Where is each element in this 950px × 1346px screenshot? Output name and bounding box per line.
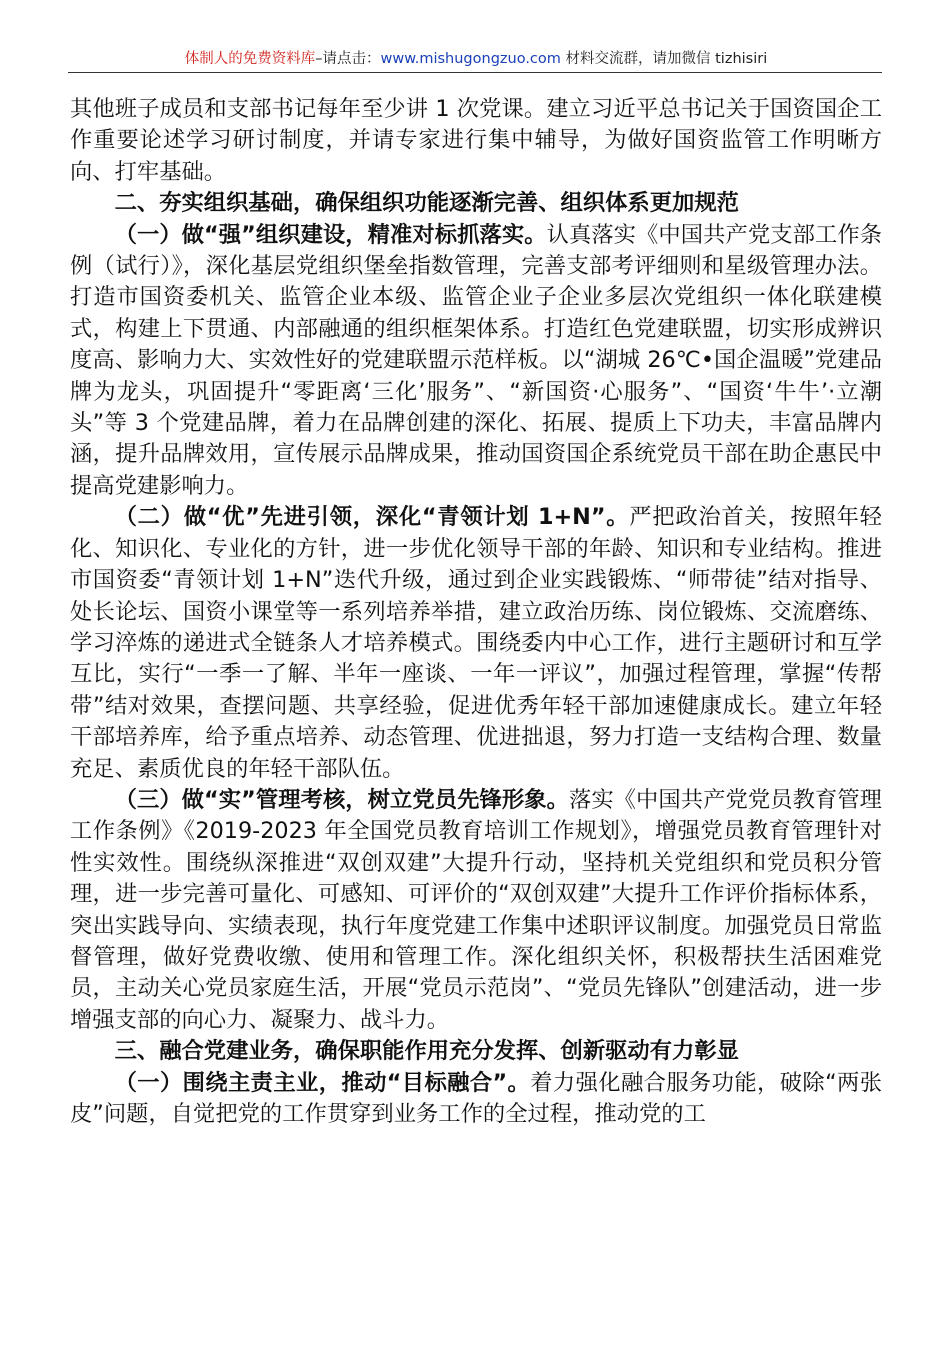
paragraph-2-2 xyxy=(70,502,882,785)
paragraph-2-2-text: 严把政治首关，按照年轻化、知识化、专业化的方针，进一步优化领导干部的年龄、知识和专业结构。推进市国资委“青领计划 1+N”迭代升级，通过到企业实践锻炼、“师带徒”结对指导、处长论坛、国资小课堂等一系列培养举措，建立政治历练、岗位锻炼、交流磨练、学习淬炼的递进式全链条人才培养模式。围绕委内中心工作，进行主题研讨和互学互比，实行“一季一了解、半年一座谈、一年一评议”，加强过程管理，掌握“传帮带”结对效果，查摆问题、共享经验，促进优秀年轻干部加速健康成长。建立年轻干部培养库，给予重点培养、动态管理、优进拙退，努力打造一支结构合理、数量充足、素质优良的年轻干部队伍。 xyxy=(70,504,882,782)
site-name: 体制人的免费资料库 xyxy=(184,51,316,67)
paragraph-2-1 xyxy=(70,220,882,503)
click-prompt: –请点击： xyxy=(315,51,381,67)
paragraph-2-1-text: 认真落实《中国共产党支部工作条例（试行）》，深化基层党组织堡垒指数管理，完善支部考评细则和星级管理办法。打造市国资委机关、监管企业本级、监管企业子企业多层次党组织一体化联建模式，构建上下贯通、内部融通的组织框架体系。打造红色党建联盟，切实形成辨识度高、影响力大、实效性好的党建联盟示范样板。以“湖城 26℃•国企温暖”党建品牌为龙头，巩固提升“零距离‘三化’服务”、“新国资·心服务”、“国资‘牛牛’·立潮头”等 3 个党建品牌，着力在品牌创建的深化、拓展、提质上下功夫，丰富品牌内涵，提升品牌效用，宣传展示品牌成果，推动国资国企系统党员干部在助企惠民中提高党建影响力。 xyxy=(70,221,882,499)
document-body xyxy=(70,94,882,1130)
paragraph-3-1 xyxy=(70,1068,882,1131)
group-note: 材料交流群，请加微信 tizhisiri xyxy=(560,51,768,67)
section-heading-3-text: 三、融合党建业务，确保职能作用充分发挥、创新驱动有力彰显 xyxy=(114,1038,739,1065)
header-divider xyxy=(68,72,882,73)
section-heading-2 xyxy=(70,188,882,219)
page-header xyxy=(70,46,882,72)
paragraph-3-1-title: （一）围绕主责主业，推动“目标融合”。 xyxy=(114,1069,531,1096)
paragraph-2-2-title: （二）做“优”先进引领，深化“青领计划 1+N”。 xyxy=(114,504,630,531)
site-url-link[interactable]: www.mishugongzuo.com xyxy=(380,51,561,67)
paragraph-2-3-text: 落实《中国共产党党员教育管理工作条例》《2019-2023 年全国党员教育培训工作规划》，增强党员教育管理针对性实效性。围绕纵深推进“双创双建”大提升行动，坚持机关党组织和党员积分管理，进一步完善可量化、可感知、可评价的“双创双建”大提升工作评价指标体系，突出实践导向、实绩表现，执行年度党建工作集中述职评议制度。加强党员日常监督管理，做好党费收缴、使用和管理工作。深化组织关怀，积极帮扶生活困难党员，主动关心党员家庭生活，开展“党员示范岗”、“党员先锋队”创建活动，进一步增强支部的向心力、凝聚力、战斗力。 xyxy=(70,786,882,1033)
paragraph-2-3-title: （三）做“实”管理考核，树立党员先锋形象。 xyxy=(114,786,569,813)
paragraph-2-1-title: （一）做“强”组织建设，精准对标抓落实。 xyxy=(114,221,547,248)
paragraph-3-1-text: 着力强化融合服务功能，破除“两张皮”问题，自觉把党的工作贯穿到业务工作的全过程，推动党的工 xyxy=(70,1069,882,1127)
paragraph-continued: 其他班子成员和支部书记每年至少讲 1 次党课。建立习近平总书记关于国资国企工作重要论述学习研讨制度，并请专家进行集中辅导，为做好国资监管工作明晰方向、打牢基础。 xyxy=(70,96,882,185)
section-heading-2-text: 二、夯实组织基础，确保组织功能逐渐完善、组织体系更加规范 xyxy=(114,190,739,217)
section-heading-3 xyxy=(70,1036,882,1067)
paragraph-2-3 xyxy=(70,785,882,1036)
